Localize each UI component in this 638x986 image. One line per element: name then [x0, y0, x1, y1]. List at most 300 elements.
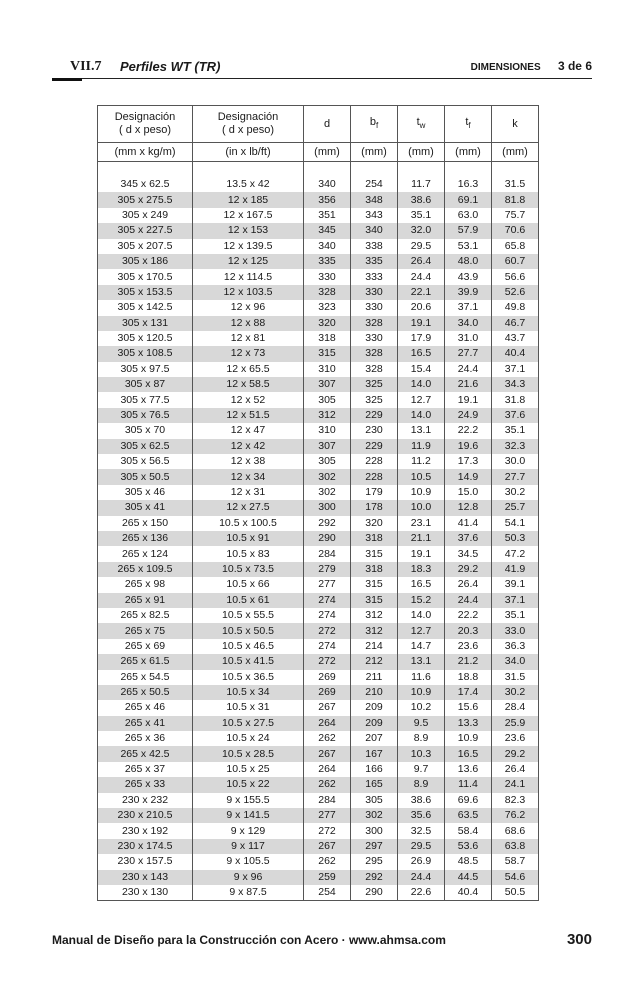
table-row [98, 516, 539, 531]
table-cell: 57.9 [445, 223, 492, 238]
col-header-tf: $t_f$ [445, 106, 492, 143]
table-row [98, 362, 539, 377]
table-cell: 20.6 [398, 300, 445, 315]
table-row [98, 823, 539, 838]
table-row [98, 654, 539, 669]
table-cell: 9 x 117 [193, 839, 304, 854]
table-row [98, 500, 539, 515]
header-right [471, 59, 592, 73]
table-cell: 178 [351, 500, 398, 515]
table-cell: 167 [351, 746, 398, 761]
table-cell: 265 x 124 [98, 546, 193, 561]
table-cell: 22.2 [445, 608, 492, 623]
table-cell: 345 x 62.5 [98, 177, 193, 192]
table-cell: 179 [351, 485, 398, 500]
table-cell: 297 [351, 839, 398, 854]
table-cell: 32.0 [398, 223, 445, 238]
table-cell: 228 [351, 469, 398, 484]
table-cell: 343 [351, 208, 398, 223]
table-cell: 265 x 54.5 [98, 670, 193, 685]
table-cell: 17.3 [445, 454, 492, 469]
col-header-bf: $b_f$ [351, 106, 398, 143]
table-cell: 284 [304, 793, 351, 808]
table-cell: 310 [304, 423, 351, 438]
table-cell: 9 x 87.5 [193, 885, 304, 901]
table-row [98, 239, 539, 254]
unit-cell: (mm) [492, 143, 539, 162]
table-cell: 279 [304, 562, 351, 577]
table-row [98, 546, 539, 561]
table-cell: 305 x 227.5 [98, 223, 193, 238]
table-cell: 39.9 [445, 285, 492, 300]
table-cell: 19.1 [398, 546, 445, 561]
table-cell: 12.7 [398, 392, 445, 407]
table-spacer-row [98, 162, 539, 178]
table-cell: 318 [304, 331, 351, 346]
table-cell: 41.4 [445, 516, 492, 531]
table-cell: 31.5 [492, 670, 539, 685]
table-row [98, 700, 539, 715]
table-cell: 14.7 [398, 639, 445, 654]
table-cell: 44.5 [445, 870, 492, 885]
table-cell: 9 x 129 [193, 823, 304, 838]
table-row [98, 593, 539, 608]
table-row [98, 623, 539, 638]
table-cell: 12 x 31 [193, 485, 304, 500]
table-row [98, 269, 539, 284]
table-cell: 315 [351, 577, 398, 592]
table-cell: 338 [351, 239, 398, 254]
table-cell: 35.1 [492, 423, 539, 438]
table-row [98, 531, 539, 546]
table-cell: 229 [351, 408, 398, 423]
table-cell: 13.6 [445, 762, 492, 777]
table-cell: 12 x 139.5 [193, 239, 304, 254]
table-row [98, 762, 539, 777]
table-cell: 81.8 [492, 192, 539, 207]
table-cell: 30.2 [492, 485, 539, 500]
table-cell: 305 x 62.5 [98, 439, 193, 454]
table-cell: 305 x 186 [98, 254, 193, 269]
table-cell: 328 [351, 316, 398, 331]
table-cell: 15.2 [398, 593, 445, 608]
table-cell: 262 [304, 731, 351, 746]
table-cell: 10.5 x 46.5 [193, 639, 304, 654]
table-cell: 34.3 [492, 377, 539, 392]
table-cell: 28.4 [492, 700, 539, 715]
table-cell: 305 x 70 [98, 423, 193, 438]
table-row [98, 392, 539, 407]
page-of-label: 3 de 6 [557, 59, 592, 73]
table-cell: 76.2 [492, 808, 539, 823]
table-cell: 22.6 [398, 885, 445, 901]
table-cell: 19.1 [398, 316, 445, 331]
table-cell: 230 x 192 [98, 823, 193, 838]
table-cell: 335 [351, 254, 398, 269]
table-cell: 305 x 87 [98, 377, 193, 392]
table-row [98, 485, 539, 500]
table-header-row [98, 106, 539, 143]
header-rule [52, 78, 592, 79]
table-cell: 37.6 [492, 408, 539, 423]
table-cell: 12 x 52 [193, 392, 304, 407]
table-row [98, 608, 539, 623]
table-cell: 315 [351, 546, 398, 561]
table-cell: 318 [351, 562, 398, 577]
table-cell: 24.9 [445, 408, 492, 423]
table-cell: 312 [351, 623, 398, 638]
table-cell: 307 [304, 439, 351, 454]
table-cell: 305 x 207.5 [98, 239, 193, 254]
table-row [98, 562, 539, 577]
table-cell: 22.1 [398, 285, 445, 300]
table-cell: 265 x 150 [98, 516, 193, 531]
table-cell: 320 [304, 316, 351, 331]
table-cell: 265 x 98 [98, 577, 193, 592]
table-cell: 47.2 [492, 546, 539, 561]
table-cell: 312 [351, 608, 398, 623]
table-cell: 26.4 [398, 254, 445, 269]
table-cell: 305 x 76.5 [98, 408, 193, 423]
unit-cell: (in x lb/ft) [193, 143, 304, 162]
table-cell: 10.5 x 41.5 [193, 654, 304, 669]
table-cell: 269 [304, 685, 351, 700]
table-cell: 262 [304, 777, 351, 792]
table-cell: 12 x 65.5 [193, 362, 304, 377]
unit-cell: (mm) [398, 143, 445, 162]
table-cell: 305 x 249 [98, 208, 193, 223]
table-cell: 214 [351, 639, 398, 654]
section-number: VII.7 [70, 59, 102, 74]
table-cell: 274 [304, 639, 351, 654]
table-cell: 30.2 [492, 685, 539, 700]
table-cell: 305 x 46 [98, 485, 193, 500]
table-cell: 209 [351, 700, 398, 715]
table-cell: 35.1 [492, 608, 539, 623]
table-cell: 50.5 [492, 885, 539, 901]
table-cell: 10.5 x 25 [193, 762, 304, 777]
table-cell: 31.5 [492, 177, 539, 192]
table-row [98, 793, 539, 808]
table-cell: 300 [304, 500, 351, 515]
table-cell: 11.9 [398, 439, 445, 454]
table-cell: 16.5 [398, 346, 445, 361]
table-cell: 24.4 [445, 593, 492, 608]
table-cell: 12 x 42 [193, 439, 304, 454]
table-cell: 27.7 [445, 346, 492, 361]
table-cell: 46.7 [492, 316, 539, 331]
table-cell: 11.7 [398, 177, 445, 192]
table-cell: 23.6 [492, 731, 539, 746]
table-cell: 60.7 [492, 254, 539, 269]
table-row [98, 331, 539, 346]
table-cell: 63.5 [445, 808, 492, 823]
table-cell: 272 [304, 823, 351, 838]
table-cell: 300 [351, 823, 398, 838]
table-cell: 12 x 27.5 [193, 500, 304, 515]
table-row [98, 777, 539, 792]
table-cell: 209 [351, 716, 398, 731]
table-cell: 277 [304, 577, 351, 592]
table-cell: 265 x 33 [98, 777, 193, 792]
table-row [98, 346, 539, 361]
table-cell: 292 [304, 516, 351, 531]
table-cell: 15.4 [398, 362, 445, 377]
table-cell: 345 [304, 223, 351, 238]
table-cell: 14.0 [398, 608, 445, 623]
table-cell: 325 [351, 392, 398, 407]
table-cell: 12 x 51.5 [193, 408, 304, 423]
table-cell: 254 [304, 885, 351, 901]
table-row [98, 208, 539, 223]
table-cell: 82.3 [492, 793, 539, 808]
table-cell: 264 [304, 762, 351, 777]
table-cell: 13.1 [398, 654, 445, 669]
table-cell: 26.4 [492, 762, 539, 777]
table-cell: 302 [351, 808, 398, 823]
table-cell: 23.6 [445, 639, 492, 654]
col-header-k: k [492, 106, 539, 143]
table-cell: 305 x 77.5 [98, 392, 193, 407]
table-cell: 290 [351, 885, 398, 901]
table-cell: 10.3 [398, 746, 445, 761]
table-units-row [98, 143, 539, 162]
table-cell: 12 x 58.5 [193, 377, 304, 392]
table-cell: 330 [304, 269, 351, 284]
table-cell: 305 x 41 [98, 500, 193, 515]
table-cell: 265 x 82.5 [98, 608, 193, 623]
table-cell: 54.6 [492, 870, 539, 885]
table-cell: 17.4 [445, 685, 492, 700]
table-cell: 20.3 [445, 623, 492, 638]
table-row [98, 870, 539, 885]
table-cell: 19.1 [445, 392, 492, 407]
table-cell: 265 x 41 [98, 716, 193, 731]
table-cell: 39.1 [492, 577, 539, 592]
table-cell: 24.4 [398, 870, 445, 885]
table-cell: 50.3 [492, 531, 539, 546]
table-cell: 29.2 [445, 562, 492, 577]
table-cell: 26.9 [398, 854, 445, 869]
table-cell: 265 x 61.5 [98, 654, 193, 669]
table-cell: 40.4 [492, 346, 539, 361]
table-cell: 340 [304, 177, 351, 192]
table-cell: 16.3 [445, 177, 492, 192]
table-cell: 8.9 [398, 777, 445, 792]
table-cell: 17.9 [398, 331, 445, 346]
table-cell: 315 [304, 346, 351, 361]
table-cell: 21.6 [445, 377, 492, 392]
table-cell: 267 [304, 700, 351, 715]
table-cell: 10.9 [398, 685, 445, 700]
table-row [98, 439, 539, 454]
table-cell: 58.7 [492, 854, 539, 869]
table-cell: 13.5 x 42 [193, 177, 304, 192]
table-cell: 305 x 275.5 [98, 192, 193, 207]
table-cell: 48.5 [445, 854, 492, 869]
table-cell: 272 [304, 623, 351, 638]
header-accent-bar [52, 78, 82, 81]
table-row [98, 177, 539, 192]
table-cell: 21.2 [445, 654, 492, 669]
table-cell: 10.5 x 27.5 [193, 716, 304, 731]
table-cell: 356 [304, 192, 351, 207]
table-cell: 32.3 [492, 439, 539, 454]
table-cell: 295 [351, 854, 398, 869]
table-cell: 31.8 [492, 392, 539, 407]
table-cell: 13.1 [398, 423, 445, 438]
dimensions-table [97, 105, 539, 901]
table-cell: 12 x 73 [193, 346, 304, 361]
table-cell: 49.8 [492, 300, 539, 315]
table-row [98, 408, 539, 423]
page-number: 300 [566, 931, 592, 948]
table-row [98, 854, 539, 869]
table-cell: 305 x 153.5 [98, 285, 193, 300]
table-cell: 15.6 [445, 700, 492, 715]
table-cell: 340 [304, 239, 351, 254]
table-cell: 265 x 91 [98, 593, 193, 608]
table-cell: 12 x 38 [193, 454, 304, 469]
table-cell: 267 [304, 839, 351, 854]
table-cell: 10.2 [398, 700, 445, 715]
table-cell: 69.1 [445, 192, 492, 207]
table-cell: 305 x 56.5 [98, 454, 193, 469]
table-cell: 12 x 88 [193, 316, 304, 331]
table-row [98, 254, 539, 269]
table-cell: 14.0 [398, 408, 445, 423]
table-cell: 70.6 [492, 223, 539, 238]
table-cell: 13.3 [445, 716, 492, 731]
table-cell: 35.6 [398, 808, 445, 823]
col-header-designation-imperial: Designación ( d x peso) [193, 106, 304, 143]
table-cell: 27.7 [492, 469, 539, 484]
table-row [98, 670, 539, 685]
table-row [98, 192, 539, 207]
table-row [98, 223, 539, 238]
table-cell: 16.5 [445, 746, 492, 761]
table-cell: 40.4 [445, 885, 492, 901]
table-cell: 323 [304, 300, 351, 315]
table-row [98, 685, 539, 700]
table-cell: 10.5 x 22 [193, 777, 304, 792]
table-cell: 12 x 153 [193, 223, 304, 238]
table-cell: 9.7 [398, 762, 445, 777]
table-cell: 38.6 [398, 192, 445, 207]
table-cell: 11.2 [398, 454, 445, 469]
table-cell: 10.5 x 34 [193, 685, 304, 700]
table-cell: 15.0 [445, 485, 492, 500]
table-row [98, 577, 539, 592]
table-cell: 38.6 [398, 793, 445, 808]
table-cell: 10.5 x 83 [193, 546, 304, 561]
table-cell: 12 x 103.5 [193, 285, 304, 300]
table-cell: 9.5 [398, 716, 445, 731]
table-cell: 68.6 [492, 823, 539, 838]
table-cell: 166 [351, 762, 398, 777]
table-cell: 305 x 142.5 [98, 300, 193, 315]
table-cell: 22.2 [445, 423, 492, 438]
table-cell: 305 x 97.5 [98, 362, 193, 377]
table-cell: 265 x 75 [98, 623, 193, 638]
table-row [98, 423, 539, 438]
table-cell: 348 [351, 192, 398, 207]
table-row [98, 746, 539, 761]
table-cell: 65.8 [492, 239, 539, 254]
table-cell: 75.7 [492, 208, 539, 223]
table-cell: 230 [351, 423, 398, 438]
table-cell: 10.5 x 55.5 [193, 608, 304, 623]
table-cell: 12.8 [445, 500, 492, 515]
table-cell: 9 x 96 [193, 870, 304, 885]
table-row [98, 639, 539, 654]
table-row [98, 377, 539, 392]
table-cell: 14.9 [445, 469, 492, 484]
table-cell: 21.1 [398, 531, 445, 546]
table-cell: 312 [304, 408, 351, 423]
table-cell: 12 x 47 [193, 423, 304, 438]
table-cell: 10.5 x 36.5 [193, 670, 304, 685]
table-cell: 272 [304, 654, 351, 669]
table-cell: 262 [304, 854, 351, 869]
table-cell: 9 x 155.5 [193, 793, 304, 808]
table-cell: 12 x 185 [193, 192, 304, 207]
table-cell: 229 [351, 439, 398, 454]
table-body [98, 162, 539, 901]
table-cell: 14.0 [398, 377, 445, 392]
table-cell: 52.6 [492, 285, 539, 300]
table-cell: 12 x 96 [193, 300, 304, 315]
table-cell: 12 x 114.5 [193, 269, 304, 284]
table-cell: 12 x 34 [193, 469, 304, 484]
table-cell: 10.5 x 100.5 [193, 516, 304, 531]
table-cell: 305 x 120.5 [98, 331, 193, 346]
table-cell: 325 [351, 377, 398, 392]
table-cell: 32.5 [398, 823, 445, 838]
table-row [98, 731, 539, 746]
table-cell: 328 [351, 346, 398, 361]
col-header-designation-metric: Designación ( d x peso) [98, 106, 193, 143]
col-header-d: d [304, 106, 351, 143]
table-cell: 210 [351, 685, 398, 700]
table-cell: 330 [351, 300, 398, 315]
table-cell: 340 [351, 223, 398, 238]
table-cell: 264 [304, 716, 351, 731]
table-cell: 53.6 [445, 839, 492, 854]
table-cell: 12.7 [398, 623, 445, 638]
table-cell: 274 [304, 608, 351, 623]
table-cell: 292 [351, 870, 398, 885]
table-cell: 56.6 [492, 269, 539, 284]
table-cell: 211 [351, 670, 398, 685]
table-cell: 16.5 [398, 577, 445, 592]
table-cell: 307 [304, 377, 351, 392]
unit-cell: (mm) [304, 143, 351, 162]
table-cell: 230 x 232 [98, 793, 193, 808]
table-cell: 29.5 [398, 239, 445, 254]
unit-cell: (mm x kg/m) [98, 143, 193, 162]
page-footer [52, 931, 592, 951]
table-cell: 10.9 [445, 731, 492, 746]
table-cell: 305 [351, 793, 398, 808]
table-cell: 330 [351, 331, 398, 346]
table-cell: 302 [304, 469, 351, 484]
table-row [98, 285, 539, 300]
table-cell: 267 [304, 746, 351, 761]
table-cell: 305 x 170.5 [98, 269, 193, 284]
table-cell: 10.5 [398, 469, 445, 484]
table-cell: 10.5 x 91 [193, 531, 304, 546]
